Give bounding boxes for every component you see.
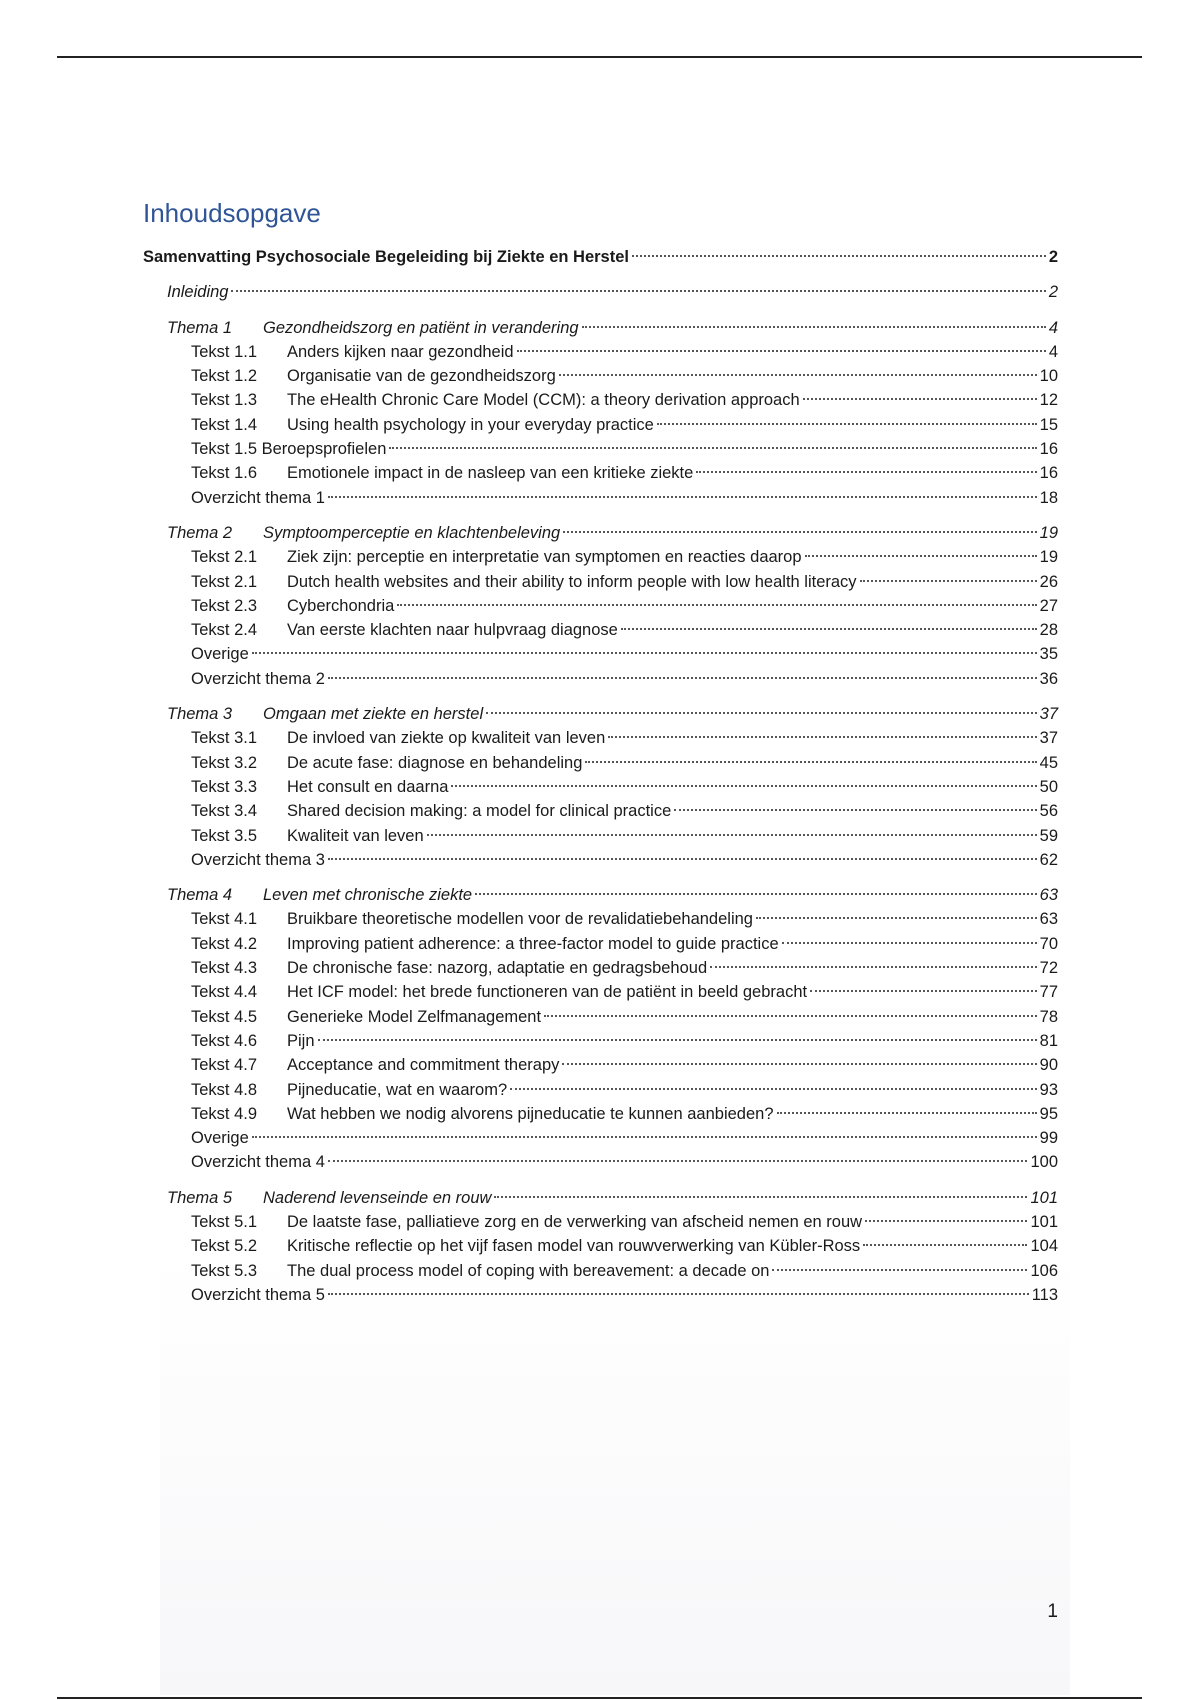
toc-leader bbox=[328, 496, 1037, 498]
toc-page-number: 12 bbox=[1039, 391, 1058, 410]
toc-text-number: Tekst 3.1 bbox=[191, 729, 258, 748]
toc-entry-label: Van eerste klachten naar hulpvraag diagnose bbox=[287, 621, 618, 640]
toc-theme-number: Thema 3 bbox=[167, 705, 233, 724]
toc-theme-entry[interactable] bbox=[143, 702, 1058, 726]
toc-theme-entry[interactable] bbox=[143, 883, 1058, 907]
toc-page-number: 45 bbox=[1039, 753, 1058, 772]
toc-page-number: 78 bbox=[1039, 1007, 1058, 1026]
toc-entry-label: Acceptance and commitment therapy bbox=[287, 1056, 560, 1075]
toc-page-number: 37 bbox=[1039, 705, 1058, 724]
toc-entry-label: The dual process model of coping with bereavement: a decade on bbox=[287, 1261, 770, 1280]
toc-text-number: Tekst 4.8 bbox=[191, 1080, 258, 1099]
toc-page-number: 90 bbox=[1039, 1056, 1058, 1075]
toc-leader bbox=[805, 555, 1037, 557]
toc-entry-label: De acute fase: diagnose en behandeling bbox=[287, 753, 583, 772]
toc-entry-label: Kritische reflectie op het vijf fasen model van rouwverwerking van Kübler-Ross bbox=[287, 1237, 861, 1256]
toc-page-number: 99 bbox=[1039, 1129, 1058, 1148]
toc-entry-label: Overzicht thema 2 bbox=[191, 669, 325, 688]
toc-entry-label: De invloed van ziekte op kwaliteit van leven bbox=[287, 729, 606, 748]
toc-text-entry[interactable] bbox=[143, 1053, 1058, 1077]
toc-text-number: Tekst 3.4 bbox=[191, 802, 258, 821]
toc-entry-label: Improving patient adherence: a three-factor model to guide practice bbox=[287, 934, 779, 953]
toc-entry-label: Wat hebben we nodig alvorens pijneducatie te kunnen aanbieden? bbox=[287, 1104, 774, 1123]
toc-intro-entry[interactable] bbox=[143, 280, 1058, 304]
toc-entry-label: Naderend levenseinde en rouw bbox=[263, 1188, 492, 1207]
toc-leader bbox=[427, 834, 1037, 836]
toc-text-entry[interactable] bbox=[143, 1283, 1058, 1307]
toc-page-number: 56 bbox=[1039, 802, 1058, 821]
toc-page-number: 62 bbox=[1039, 850, 1058, 869]
toc-page-number: 72 bbox=[1039, 959, 1058, 978]
toc-text-entry[interactable] bbox=[143, 364, 1058, 388]
toc-text-number: Tekst 4.1 bbox=[191, 910, 258, 929]
toc-leader bbox=[777, 1112, 1037, 1114]
toc-text-number: Tekst 4.6 bbox=[191, 1031, 258, 1050]
toc-text-number: Tekst 4.7 bbox=[191, 1056, 258, 1075]
toc-text-entry[interactable] bbox=[143, 980, 1058, 1004]
toc-text-entry[interactable] bbox=[143, 642, 1058, 666]
page-title: Inhoudsopgave bbox=[143, 198, 321, 228]
toc-entry-label: Inleiding bbox=[167, 283, 229, 302]
toc-leader bbox=[559, 374, 1037, 376]
toc-leader bbox=[494, 1196, 1027, 1198]
toc-page-number: 81 bbox=[1039, 1031, 1058, 1050]
toc-entry-label: Het consult en daarna bbox=[287, 777, 449, 796]
toc-entry-label: Overige bbox=[191, 1129, 249, 1148]
toc-page-number: 104 bbox=[1030, 1237, 1058, 1256]
toc-entry-label: Overzicht thema 1 bbox=[191, 488, 325, 507]
toc-entry-label: Het ICF model: het brede functioneren van de patiënt in beeld gebracht bbox=[287, 983, 808, 1002]
toc-page-number: 4 bbox=[1048, 318, 1058, 337]
toc-text-number: Tekst 5.3 bbox=[191, 1261, 258, 1280]
toc-entry-label: Kwaliteit van leven bbox=[287, 826, 424, 845]
toc-text-entry[interactable] bbox=[143, 1234, 1058, 1258]
toc-entry-label: The eHealth Chronic Care Model (CCM): a theory derivation approach bbox=[287, 391, 800, 410]
toc-text-entry[interactable] bbox=[143, 907, 1058, 931]
toc-entry-label: Pijn bbox=[287, 1031, 315, 1050]
page-number: 1 bbox=[1047, 1601, 1058, 1622]
toc-leader bbox=[696, 471, 1036, 473]
toc-leader bbox=[389, 447, 1036, 449]
table-of-contents bbox=[143, 245, 1058, 1307]
toc-theme-number: Thema 5 bbox=[167, 1188, 233, 1207]
toc-text-number: Tekst 1.3 bbox=[191, 391, 258, 410]
toc-page-number: 77 bbox=[1039, 983, 1058, 1002]
toc-page-number: 106 bbox=[1030, 1261, 1058, 1280]
toc-entry-label: Omgaan met ziekte en herstel bbox=[263, 705, 484, 724]
toc-theme-entry[interactable] bbox=[143, 316, 1058, 340]
toc-text-entry[interactable] bbox=[143, 1029, 1058, 1053]
toc-entry-label: Using health psychology in your everyday practice bbox=[287, 415, 654, 434]
toc-page-number: 93 bbox=[1039, 1080, 1058, 1099]
toc-text-number: Tekst 2.1 bbox=[191, 548, 258, 567]
toc-text-number: Tekst 2.3 bbox=[191, 596, 258, 615]
toc-page-number: 28 bbox=[1039, 621, 1058, 640]
toc-text-entry[interactable] bbox=[143, 848, 1058, 872]
toc-entry-label: Ziek zijn: perceptie en interpretatie van symptomen en reacties daarop bbox=[287, 548, 802, 567]
toc-text-number: Tekst 3.2 bbox=[191, 753, 258, 772]
toc-entry-label: Dutch health websites and their ability to inform people with low health literacy bbox=[287, 572, 857, 591]
toc-page-number: 16 bbox=[1039, 440, 1058, 459]
toc-text-number: Tekst 1.4 bbox=[191, 415, 258, 434]
toc-leader bbox=[563, 531, 1036, 533]
toc-page-number: 59 bbox=[1039, 826, 1058, 845]
toc-page-number: 37 bbox=[1039, 729, 1058, 748]
toc-theme-entry[interactable] bbox=[143, 521, 1058, 545]
toc-page-number: 18 bbox=[1039, 488, 1058, 507]
toc-leader bbox=[231, 290, 1045, 292]
toc-leader bbox=[328, 1160, 1028, 1162]
toc-leader bbox=[544, 1015, 1037, 1017]
toc-leader bbox=[860, 580, 1037, 582]
toc-text-entry[interactable] bbox=[143, 486, 1058, 510]
toc-leader bbox=[582, 326, 1046, 328]
toc-entry-label: Bruikbare theoretische modellen voor de revalidatiebehandeling bbox=[287, 910, 753, 929]
toc-leader bbox=[510, 1088, 1037, 1090]
toc-text-entry[interactable] bbox=[143, 956, 1058, 980]
toc-leader bbox=[328, 858, 1037, 860]
toc-page-number: 26 bbox=[1039, 572, 1058, 591]
toc-leader bbox=[486, 712, 1037, 714]
toc-page-number: 19 bbox=[1039, 523, 1058, 542]
toc-text-number: Tekst 1.6 bbox=[191, 464, 258, 483]
toc-text-entry[interactable] bbox=[143, 775, 1058, 799]
toc-text-entry[interactable] bbox=[143, 1102, 1058, 1126]
toc-leader bbox=[318, 1039, 1037, 1041]
toc-entry-label: Leven met chronische ziekte bbox=[263, 886, 473, 905]
toc-page-number: 19 bbox=[1039, 548, 1058, 567]
toc-text-number: Tekst 3.3 bbox=[191, 777, 258, 796]
toc-entry-label: Overzicht thema 5 bbox=[191, 1285, 325, 1304]
toc-entry-label: Overzicht thema 4 bbox=[191, 1153, 325, 1172]
toc-page-number: 113 bbox=[1031, 1285, 1058, 1304]
toc-text-number: Tekst 2.1 bbox=[191, 572, 258, 591]
toc-page-number: 10 bbox=[1039, 367, 1058, 386]
toc-text-entry[interactable] bbox=[143, 1078, 1058, 1102]
top-rule bbox=[57, 56, 1142, 58]
toc-theme-number: Thema 4 bbox=[167, 886, 233, 905]
toc-theme-entry[interactable] bbox=[143, 1186, 1058, 1210]
toc-leader bbox=[562, 1063, 1036, 1065]
toc-text-number: Tekst 4.4 bbox=[191, 983, 258, 1002]
toc-entry-label: Samenvatting Psychosociale Begeleiding bij Ziekte en Herstel bbox=[143, 248, 629, 266]
toc-text-number: Tekst 3.5 bbox=[191, 826, 258, 845]
toc-page-number: 16 bbox=[1039, 464, 1058, 483]
toc-text-number: Tekst 5.2 bbox=[191, 1237, 258, 1256]
toc-entry-label: Symptoomperceptie en klachtenbeleving bbox=[263, 523, 561, 542]
toc-text-number: Tekst 4.9 bbox=[191, 1104, 258, 1123]
toc-page-number: 35 bbox=[1039, 645, 1058, 664]
page-shade bbox=[160, 1250, 1070, 1695]
toc-entry-label: Anders kijken naar gezondheid bbox=[287, 342, 514, 361]
toc-text-entry[interactable] bbox=[143, 1126, 1058, 1150]
toc-leader bbox=[772, 1269, 1027, 1271]
toc-text-entry[interactable] bbox=[143, 570, 1058, 594]
toc-text-entry[interactable] bbox=[143, 545, 1058, 569]
toc-leader bbox=[451, 785, 1036, 787]
toc-page-number: 63 bbox=[1039, 910, 1058, 929]
toc-leader bbox=[863, 1244, 1027, 1246]
toc-text-entry[interactable] bbox=[143, 461, 1058, 485]
toc-text-entry[interactable] bbox=[143, 1005, 1058, 1029]
toc-page-number: 100 bbox=[1030, 1153, 1058, 1172]
toc-text-number: Tekst 4.3 bbox=[191, 959, 258, 978]
toc-entry-label: Pijneducatie, wat en waarom? bbox=[287, 1080, 508, 1099]
toc-leader bbox=[608, 736, 1036, 738]
toc-page-number: 50 bbox=[1039, 777, 1058, 796]
toc-leader bbox=[632, 255, 1046, 257]
toc-theme-number: Thema 2 bbox=[167, 523, 233, 542]
toc-leader bbox=[621, 628, 1037, 630]
toc-text-entry[interactable] bbox=[143, 618, 1058, 642]
toc-leader bbox=[803, 398, 1037, 400]
toc-text-entry[interactable] bbox=[143, 388, 1058, 412]
toc-leader bbox=[710, 966, 1037, 968]
toc-leader bbox=[328, 1293, 1029, 1295]
toc-leader bbox=[585, 761, 1036, 763]
toc-leader bbox=[517, 350, 1046, 352]
toc-entry-label: Cyberchondria bbox=[287, 596, 395, 615]
toc-page-number: 63 bbox=[1039, 886, 1058, 905]
toc-text-number: Tekst 4.2 bbox=[191, 934, 258, 953]
toc-text-entry[interactable] bbox=[143, 340, 1058, 364]
toc-text-number: Tekst 1.1 bbox=[191, 342, 258, 361]
toc-entry-label: Organisatie van de gezondheidszorg bbox=[287, 367, 556, 386]
toc-text-entry[interactable] bbox=[143, 1210, 1058, 1234]
toc-page-number: 101 bbox=[1030, 1188, 1058, 1207]
toc-entry-label: Generieke Model Zelfmanagement bbox=[287, 1007, 542, 1026]
toc-page-number: 101 bbox=[1030, 1212, 1058, 1231]
toc-leader bbox=[328, 677, 1037, 679]
toc-themes bbox=[143, 316, 1058, 1308]
toc-text-entry[interactable] bbox=[143, 1150, 1058, 1174]
toc-page-number: 70 bbox=[1039, 934, 1058, 953]
toc-theme-number: Thema 1 bbox=[167, 318, 233, 337]
toc-text-number: Tekst 4.5 bbox=[191, 1007, 258, 1026]
toc-entry-label: Overige bbox=[191, 645, 249, 664]
toc-leader bbox=[810, 990, 1037, 992]
document-page bbox=[143, 150, 1058, 1307]
toc-entry-label: De chronische fase: nazorg, adaptatie en gedragsbehoud bbox=[287, 959, 708, 978]
toc-entry-label: De laatste fase, palliatieve zorg en de verwerking van afscheid nemen en rouw bbox=[287, 1212, 863, 1231]
toc-text-entry[interactable] bbox=[143, 594, 1058, 618]
bottom-rule bbox=[57, 1697, 1142, 1699]
toc-main-entry[interactable] bbox=[143, 245, 1058, 269]
toc-leader bbox=[397, 604, 1036, 606]
toc-text-entry[interactable] bbox=[143, 437, 1058, 461]
toc-page-number: 36 bbox=[1039, 669, 1058, 688]
toc-entry-label: Emotionele impact in de nasleep van een kritieke ziekte bbox=[287, 464, 694, 483]
toc-text-entry[interactable] bbox=[143, 726, 1058, 750]
toc-leader bbox=[674, 809, 1036, 811]
toc-text-entry[interactable] bbox=[143, 1259, 1058, 1283]
toc-page-number: 15 bbox=[1039, 415, 1058, 434]
toc-leader bbox=[756, 917, 1037, 919]
toc-entry-label: Overzicht thema 3 bbox=[191, 850, 325, 869]
toc-leader bbox=[252, 652, 1037, 654]
toc-entry-label: Tekst 1.5 Beroepsprofielen bbox=[191, 440, 387, 459]
toc-leader bbox=[782, 942, 1037, 944]
toc-entry-label: Gezondheidszorg en patiënt in verandering bbox=[263, 318, 579, 337]
toc-text-number: Tekst 5.1 bbox=[191, 1212, 258, 1231]
toc-text-entry[interactable] bbox=[143, 824, 1058, 848]
toc-text-entry[interactable] bbox=[143, 799, 1058, 823]
toc-text-entry[interactable] bbox=[143, 667, 1058, 691]
toc-page-number: 27 bbox=[1039, 596, 1058, 615]
toc-leader bbox=[657, 423, 1037, 425]
toc-text-number: Tekst 2.4 bbox=[191, 621, 258, 640]
toc-text-entry[interactable] bbox=[143, 932, 1058, 956]
toc-leader bbox=[252, 1136, 1037, 1138]
toc-text-entry[interactable] bbox=[143, 751, 1058, 775]
toc-leader bbox=[865, 1220, 1027, 1222]
toc-page-number: 4 bbox=[1048, 342, 1058, 361]
toc-page-number: 2 bbox=[1048, 248, 1058, 266]
toc-page-number: 2 bbox=[1048, 283, 1058, 302]
toc-entry-label: Shared decision making: a model for clinical practice bbox=[287, 802, 672, 821]
toc-text-number: Tekst 1.2 bbox=[191, 367, 258, 386]
toc-page-number: 95 bbox=[1039, 1104, 1058, 1123]
toc-leader bbox=[475, 893, 1037, 895]
toc-text-entry[interactable] bbox=[143, 413, 1058, 437]
